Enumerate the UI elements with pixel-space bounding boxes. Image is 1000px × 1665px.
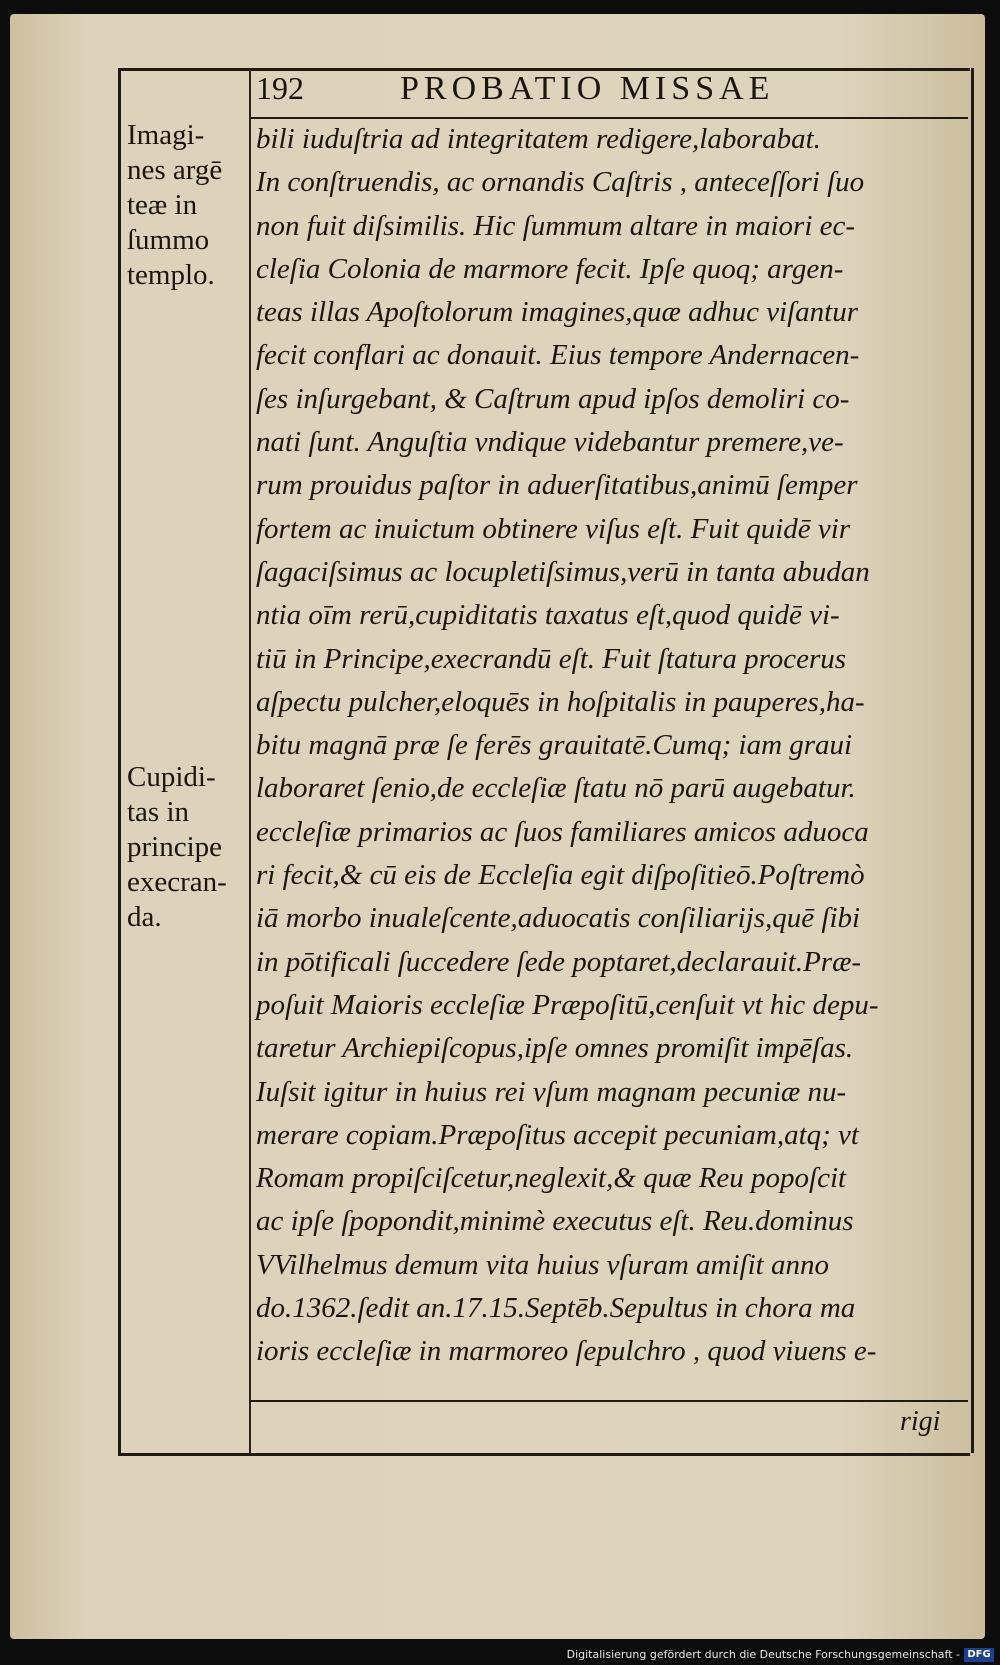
text-line: ioris eccleſiæ in marmoreo ſepulchro , quod viuens e- xyxy=(256,1335,877,1368)
text-line: ntia oīm rerū,cupiditatis taxatus eſt,quod quidē vi- xyxy=(256,599,840,632)
page-number: 192 xyxy=(256,70,304,106)
text-line: taretur Archiepiſcopus,ipſe omnes promiſit impēſas. xyxy=(256,1032,854,1065)
margin-note-line: principe xyxy=(127,831,223,863)
catchword: rigi xyxy=(900,1406,941,1437)
margin-note-line: teæ in xyxy=(127,189,198,221)
text-line: in pōtificali ſuccedere ſede poptaret,declarauit.Præ- xyxy=(256,945,862,978)
text-line: aſpectu pulcher,eloquēs in hoſpitalis in pauperes,ha- xyxy=(256,685,865,718)
text-line: bitu magnā præ ſe ferēs grauitatē.Cumq; iam graui xyxy=(256,729,853,762)
text-line: rum prouidus paſtor in aduerſitatibus,animū ſemper xyxy=(256,469,858,502)
text-line: eccleſiæ primarios ac ſuos familiares amicos aduoca xyxy=(256,815,869,848)
margin-note-imagines xyxy=(127,118,252,293)
margin-note-line: da. xyxy=(127,901,162,933)
text-line: teas illas Apoſtolorum imagines,quæ adhuc viſantur xyxy=(256,296,859,329)
text-line: ſes inſurgebant, & Caſtrum apud ipſos demoliri co- xyxy=(256,382,850,415)
text-line: laboraret ſenio,de eccleſiæ ſtatu nō parū augebatur. xyxy=(256,772,856,805)
margin-note-line: execran- xyxy=(127,866,227,898)
text-line: do.1362.ſedit an.17.15.Septēb.Sepultus in chora ma xyxy=(256,1292,856,1325)
text-line: merare copiam.Præpoſitus accepit pecuniam,atq; vt xyxy=(256,1118,859,1151)
margin-note-line: ſummo xyxy=(127,224,210,256)
text-line: cleſia Colonia de marmore fecit. Ipſe quoq; argen- xyxy=(256,252,844,285)
text-line: non fuit diſsimilis. Hic ſummum altare in maiori ec- xyxy=(256,209,856,242)
body-text xyxy=(256,118,962,1374)
text-line: ri fecit,& cū eis de Eccleſia egit diſpoſitieō.Poſtremò xyxy=(256,859,865,892)
text-line: In conſtruendis, ac ornandis Caſtris , anteceſſori ſuo xyxy=(256,166,865,199)
margin-note-line: Cupidi- xyxy=(127,761,216,793)
text-line: ac ipſe ſpopondit,minimè executus eſt. Reu.dominus xyxy=(256,1205,854,1238)
text-line: nati ſunt. Anguſtia vndique videbantur premere,ve- xyxy=(256,426,844,459)
text-bottom-rule xyxy=(250,1400,968,1402)
text-line: VVilhelmus demum vita huius vſuram amiſit anno xyxy=(256,1248,829,1281)
text-line: fortem ac inuictum obtinere viſus eſt. Fuit quidē vir xyxy=(256,512,851,545)
text-line: Romam propiſciſcetur,neglexit,& quæ Reu popoſcit xyxy=(256,1162,847,1195)
running-head: PROBATIO MISSAE xyxy=(400,70,775,107)
margin-note-line: tas in xyxy=(127,796,190,828)
text-line: Iuſsit igitur in huius rei vſum magnam pecuniæ nu- xyxy=(256,1075,847,1108)
digitization-credit: Digitalisierung gefördert durch die Deutsche Forschungsgemeinschaft - xyxy=(566,1648,960,1661)
dfg-logo: DFG xyxy=(964,1648,994,1662)
text-line: iā morbo inualeſcente,aduocatis conſiliarijs,quē ſibi xyxy=(256,902,861,935)
text-line: tiū in Principe,execrandū eſt. Fuit ſtatura procerus xyxy=(256,642,847,675)
text-line: poſuit Maioris eccleſiæ Præpoſitū,cenſuit vt hic depu- xyxy=(256,988,879,1021)
margin-note-cupiditas xyxy=(127,760,252,935)
frame-bottom-rule xyxy=(118,1453,970,1456)
margin-note-line: Imagi- xyxy=(127,119,205,151)
text-line: ſagaciſsimus ac locupletiſsimus,verū in tanta abudan xyxy=(256,555,870,588)
text-line: bili iuduſtria ad integritatem redigere,laborabat. xyxy=(256,123,821,155)
margin-note-line: nes argē xyxy=(127,154,223,186)
margin-note-line: templo. xyxy=(127,259,215,291)
text-line: fecit conflari ac donauit. Eius tempore Andernacen- xyxy=(256,339,860,372)
